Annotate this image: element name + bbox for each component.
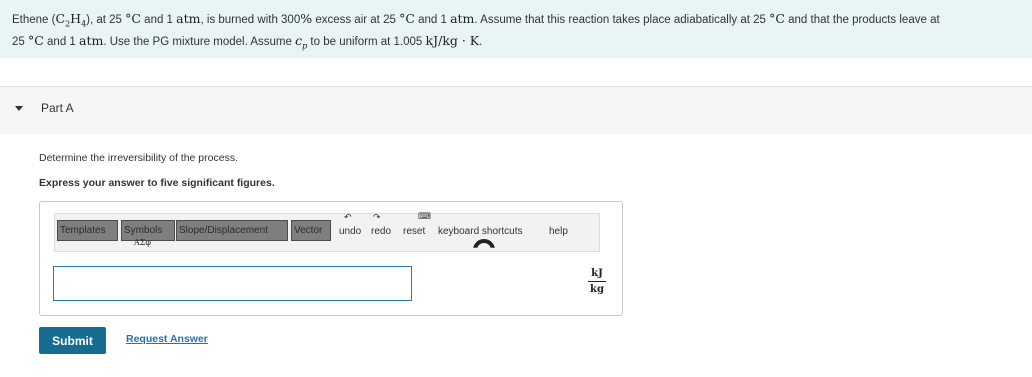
redo-button[interactable]: redo: [371, 226, 392, 237]
part-title: Part A: [41, 101, 74, 115]
cp-unit: kJ/kg · K: [425, 32, 480, 48]
problem-text: .: [479, 35, 483, 48]
keyboard-icon: ⌨: [418, 211, 431, 221]
symbols-button[interactable]: [121, 220, 175, 247]
problem-text: to be uniform at 1.005: [307, 35, 426, 48]
templates-button[interactable]: Templates: [57, 220, 118, 241]
problem-statement: [0, 0, 1032, 58]
unit-percent: %: [300, 11, 313, 26]
unit-degc: °C: [125, 11, 141, 26]
part-body: [0, 134, 1032, 377]
problem-text: and 1: [43, 35, 79, 48]
formula-c: C: [55, 11, 66, 26]
unit-degc: °C: [28, 32, 44, 48]
unit-numerator: kJ: [591, 268, 603, 279]
unit-atm: atm: [450, 11, 475, 26]
formula-h-sub: 4: [81, 19, 87, 29]
loading-arc-icon: [473, 239, 495, 261]
formula-h: H: [70, 11, 82, 26]
question-instruction: Determine the irreversibility of the process.: [39, 152, 238, 164]
formula-ethene: [55, 11, 87, 29]
problem-text: . Use the PG mixture model. Assume: [103, 35, 296, 48]
reset-button[interactable]: reset: [403, 226, 426, 237]
undo-button[interactable]: undo: [339, 226, 362, 237]
formula-c-sub: 2: [65, 19, 71, 29]
problem-text: 25: [12, 35, 28, 48]
caret-down-icon[interactable]: [15, 106, 23, 111]
unit-atm: atm: [79, 32, 104, 48]
problem-text: excess air at 25: [312, 14, 400, 26]
help-button[interactable]: help: [549, 226, 568, 237]
unit-degc: °C: [769, 11, 785, 26]
vector-button[interactable]: Vector: [291, 220, 331, 241]
fraction-bar: [588, 281, 606, 282]
request-answer-link[interactable]: Request Answer: [126, 333, 208, 345]
answer-editor: [39, 201, 623, 316]
problem-text: and 1: [140, 14, 177, 26]
problem-text: ), at 25: [86, 14, 126, 26]
answer-input[interactable]: [53, 266, 412, 301]
unit-atm: atm: [176, 11, 201, 26]
cp-symbol: [295, 33, 307, 48]
unit-degc: °C: [399, 11, 415, 26]
cp-p: p: [302, 41, 308, 50]
problem-text: Ethene (: [12, 14, 56, 26]
symbols-label: Symbols: [124, 225, 163, 236]
problem-text: and that the products leave at: [784, 14, 940, 26]
redo-icon: ↷: [373, 212, 381, 222]
symbols-greek: ΑΣφ: [134, 238, 152, 247]
problem-line-1: [12, 11, 1020, 33]
part-header[interactable]: [0, 86, 1032, 135]
undo-icon: ↶: [344, 212, 352, 222]
unit-denominator: kg: [590, 284, 604, 295]
problem-text: and 1: [414, 14, 451, 26]
problem-text: , is burned with 300: [200, 14, 301, 26]
cp-c: c: [295, 32, 303, 48]
question-express: Express your answer to five significant figures.: [39, 177, 275, 189]
submit-button[interactable]: Submit: [39, 327, 106, 354]
unit-fraction: [588, 268, 606, 295]
problem-text: . Assume that this reaction takes place adiabatically at 25: [474, 14, 770, 26]
math-toolbar: [54, 213, 600, 252]
slope-displacement-button[interactable]: Slope/Displacement: [176, 220, 288, 241]
problem-line-2: [12, 33, 1020, 55]
keyboard-shortcuts-button[interactable]: keyboard shortcuts: [438, 226, 523, 237]
